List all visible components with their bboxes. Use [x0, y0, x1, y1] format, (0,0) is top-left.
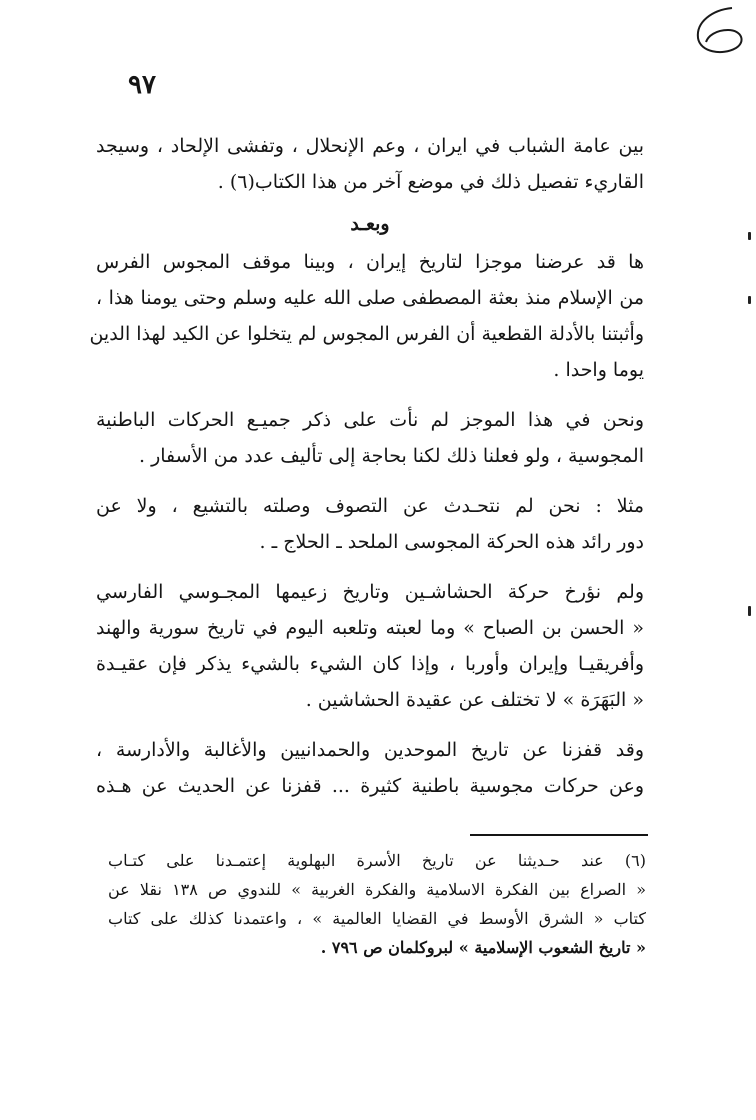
- footnote-line: كتاب « الشرق الأوسط في القضايا العالمية » ، واعتمدنا كذلك على كتاب: [108, 909, 646, 928]
- text-line: بين عامة الشباب في ايران ، وعم الإنحلال ، وتفشى الإلحاد ، وسيجد: [96, 135, 644, 157]
- paragraph: [96, 402, 644, 474]
- main-text: [89, 128, 644, 818]
- footnote-line: « الصراع بين الفكرة الاسلامية والفكرة الغربية » للندوي ص ١٣٨ نقلا عن: [108, 880, 647, 899]
- paragraph: [96, 488, 644, 560]
- section-heading: وبعـد: [350, 213, 390, 235]
- footnote-line: « تاريخ الشعوب الإسلامية » لبروكلمان ص ٧٩٦ .: [320, 938, 646, 957]
- text-line: « البَهَرَة » لا تختلف عن عقيدة الحشاشين .: [305, 689, 644, 711]
- scan-edge-mark: [748, 232, 751, 240]
- text-line: من الإسلام منذ بعثة المصطفى صلى الله عليه وسلم وحتى يومنا هذا ،: [96, 287, 644, 309]
- text-line: القاريء تفصيل ذلك في موضع آخر من هذا الكتاب(٦) .: [217, 171, 644, 193]
- paragraph: [96, 732, 644, 804]
- text-line: وقد قفزنا عن تاريخ الموحدين والحمدانيين والأغالبة والأدارسة ،: [96, 739, 644, 761]
- footnotes: [108, 846, 646, 962]
- paragraph: [89, 244, 644, 388]
- scan-edge-mark: [748, 606, 751, 616]
- handwritten-six-mark: [682, 4, 754, 60]
- footnote-separator: [470, 834, 648, 836]
- text-line: المجوسية ، ولو فعلنا ذلك لكنا بحاجة إلى تأليف عدد من الأسفار .: [139, 445, 644, 467]
- text-line: يوما واحدا .: [553, 359, 644, 381]
- text-line: وأفريقيـا وإيران وأوربا ، وإذا كان الشيء بالشيء يذكر فإن عقيـدة: [96, 653, 644, 675]
- text-line: ونحن في هذا الموجز لم نأت على ذكر جميـع الحركات الباطنية: [96, 409, 644, 431]
- continuation-paragraph: [96, 128, 644, 200]
- paragraph: [96, 574, 644, 718]
- text-line: وأثبتنا بالأدلة القطعية أن الفرس المجوس لم يتخلوا عن الكيد لهذا الدين: [89, 323, 644, 345]
- text-line: ولم نؤرخ حركة الحشاشـين وتاريخ زعيمها المجـوسي الفارسي: [96, 581, 644, 603]
- text-line: وعن حركات مجوسية باطنية كثيرة ... قفزنا عن الحديث عن هـذه: [96, 775, 644, 797]
- text-line: مثلا : نحن لم نتحـدث عن التصوف وصلته بالتشيع ، ولا عن: [96, 495, 644, 517]
- page-number: ٩٧: [128, 70, 156, 100]
- text-line: دور رائد هذه الحركة المجوسى الملحد ـ الحلاج ـ .: [259, 531, 644, 553]
- text-line: « الحسن بن الصباح » وما لعبته وتلعبه اليوم في تاريخ سورية والهند: [96, 617, 644, 639]
- scan-edge-mark: [748, 296, 751, 304]
- footnote-line: (٦) عند حـديثنا عن تاريخ الأسرة البهلوية إعتمـدنا على كتـاب: [108, 851, 646, 870]
- text-line: ها قد عرضنا موجزا لتاريخ إيران ، وبينا موقف المجوس الفرس: [96, 251, 644, 273]
